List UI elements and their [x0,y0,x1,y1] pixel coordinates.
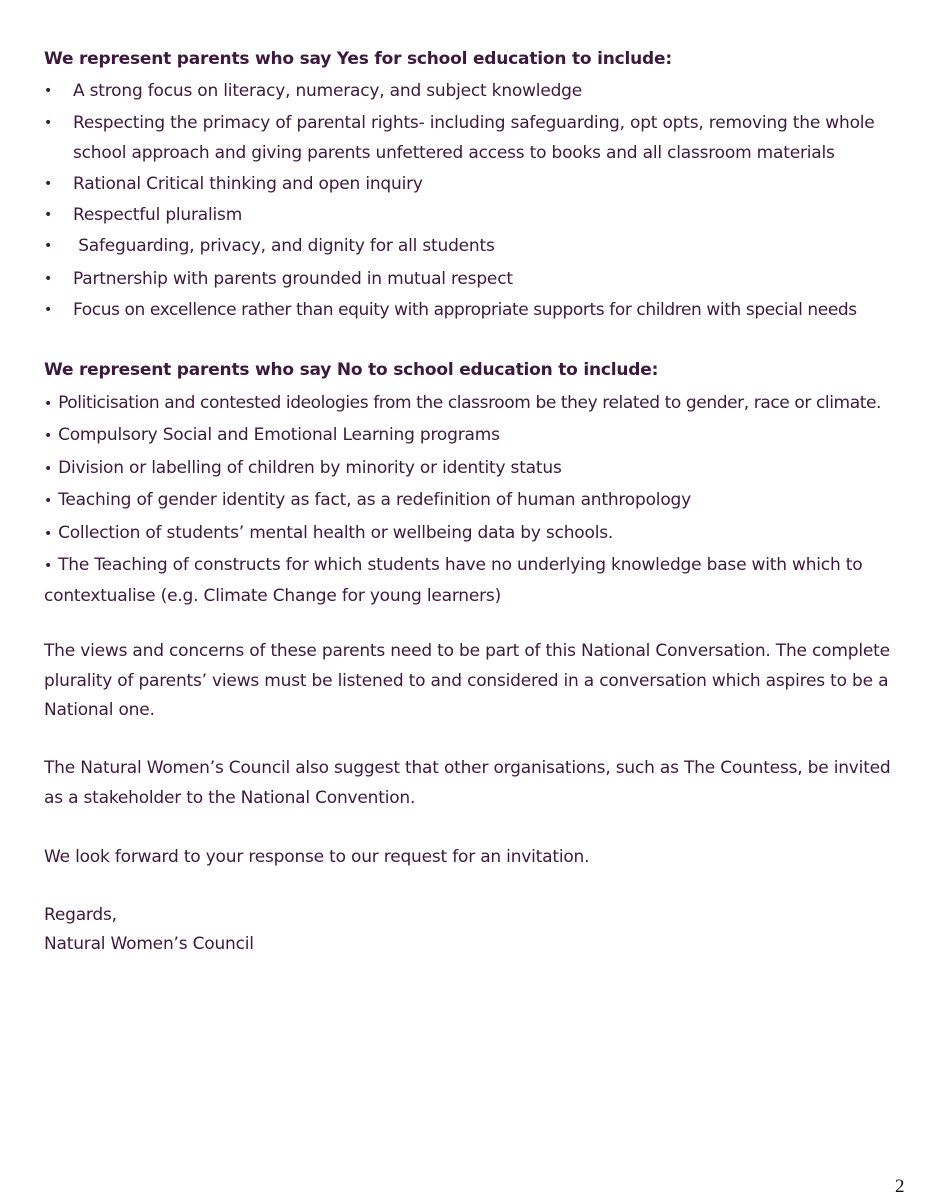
bullet-icon: • [44,526,53,542]
bullet-icon: • [44,271,53,287]
list-item-text: Focus on excellence rather than equity with appropriate supports for children with special needs [73,300,857,320]
bullet-icon: • [44,396,53,412]
list-item [44,453,924,484]
list-item-text: Compulsory Social and Emotional Learning programs [58,425,500,445]
list-item-text: Respectful pluralism [73,205,243,225]
list-item [44,108,924,168]
list-item-text: Safeguarding, privacy, and dignity for all students [73,236,495,256]
look-forward-paragraph: We look forward to your response to our request for an invitation. [44,847,590,867]
list-item-text: Teaching of gender identity as fact, as a redefinition of human anthropology [58,490,691,510]
list-item [44,388,924,419]
bullet-icon: • [44,115,53,131]
no-section-heading: We represent parents who say No to school education to include: [44,360,659,380]
bullet-icon: • [44,207,53,223]
list-item [44,295,924,325]
page-number: 2 [895,1176,905,1197]
list-item [44,231,924,261]
list-item [44,550,924,611]
yes-section-heading: We represent parents who say Yes for school education to include: [44,49,672,69]
list-item [44,518,924,549]
list-item [44,76,924,106]
bullet-icon: • [44,461,53,477]
list-item [44,169,924,199]
bullet-icon: • [44,558,53,574]
bullet-icon: • [44,83,53,99]
list-item-text: Politicisation and contested ideologies from the classroom be they related to gender, race or climate. [58,393,882,413]
list-item-text: Collection of students’ mental health or wellbeing data by schools. [58,523,614,543]
list-item [44,420,924,451]
bullet-icon: • [44,176,53,192]
views-paragraph: The views and concerns of these parents need to be part of this National Conversation. The complete plurality of parents’ views must be listened to and considered in a conversation which aspires to be a National one. [44,641,890,720]
bullet-icon: • [44,493,53,509]
list-item-text: Division or labelling of children by minority or identity status [58,458,562,478]
list-item [44,200,924,230]
regards-line: Regards, [44,905,117,925]
bullet-icon: • [44,428,53,444]
bullet-icon: • [44,302,53,318]
bullet-icon: • [44,238,53,254]
list-item-text: Partnership with parents grounded in mutual respect [73,269,513,289]
list-item-text: A strong focus on literacy, numeracy, and subject knowledge [73,81,583,101]
list-item [44,485,924,516]
list-item [44,264,924,294]
list-item-text: Respecting the primacy of parental rights- including safeguarding, opt opts, removing the whole school approach and giving parents unfettered access to books and all classroom materials [73,113,875,163]
suggest-paragraph: The Natural Women’s Council also suggest that other organisations, such as The Countess, be invited as a stakeholder to the National Convention. [44,758,891,808]
list-item-text: The Teaching of constructs for which students have no underlying knowledge base with which to contextualise (e.g. Climate Change for young learners) [44,555,863,606]
signature-line: Natural Women’s Council [44,934,254,954]
list-item-text: Rational Critical thinking and open inquiry [73,174,423,194]
